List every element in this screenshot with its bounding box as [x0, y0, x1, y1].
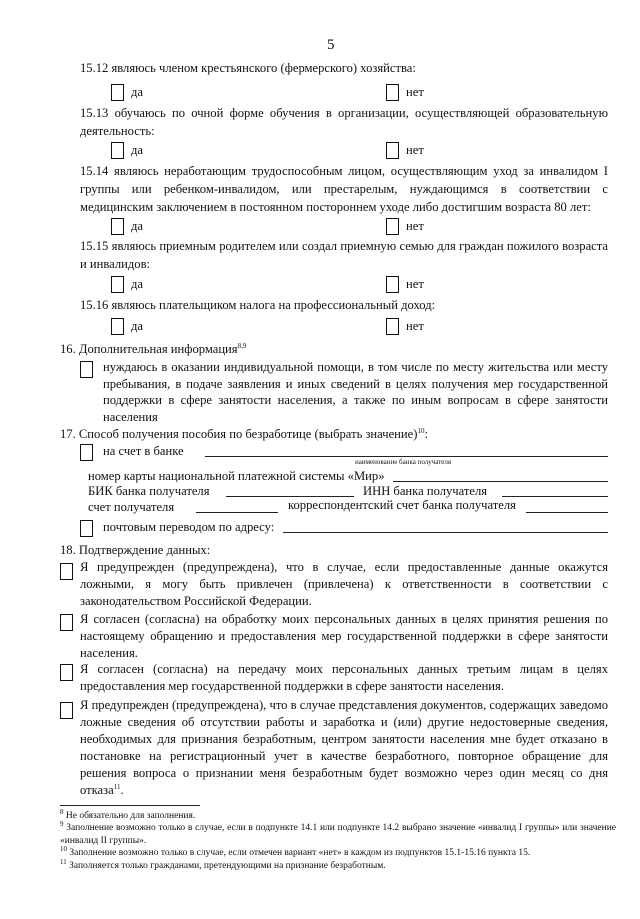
footnote-11 — [60, 857, 616, 873]
s18-item-4-text: Я предупрежден (предупреждена), что в случае представления документов, содержащих заведомо ложные сведения об отсутствии работы и заработка и (или) другие недостоверные сведения, необходимых для признания безработным, центром занятости населения мне будет отказано в постановке на регистрационный учет в качестве безработного, повторное обращение для решения вопроса о признании меня безработным будет возможно через один месяц со дня отказа — [80, 698, 608, 797]
s17-postal-checkbox[interactable] — [80, 520, 93, 537]
section-17-title-text: 17. Способ получения пособия по безработице (выбрать значение) — [60, 427, 418, 441]
section-16-title — [60, 340, 246, 358]
q15-12-no-checkbox[interactable] — [386, 84, 399, 101]
account-field[interactable] — [196, 512, 278, 513]
inn-field[interactable] — [502, 496, 608, 497]
footnote-text: Заполняется только гражданами, претендующими на признание безработным. — [69, 861, 386, 871]
footnote-separator — [60, 805, 200, 806]
question-15-13: 15.13 обучаюсь по очной форме обучения в организации, осуществляющей образовательную деятельность: — [80, 106, 608, 138]
section-16-title-text: 16. Дополнительная информация — [60, 342, 238, 356]
footnote-num: 9 — [60, 819, 64, 828]
postal-address-field[interactable] — [283, 532, 608, 533]
q15-13-yes-checkbox[interactable] — [111, 142, 124, 159]
account-label: счет получателя — [88, 500, 175, 514]
yes-label: да — [131, 85, 143, 99]
inn-label: ИНН банка получателя — [363, 484, 488, 498]
q15-15-no-checkbox[interactable] — [386, 276, 399, 293]
no-label: нет — [406, 143, 424, 157]
yes-label: да — [131, 219, 143, 233]
q15-16-yes-checkbox[interactable] — [111, 318, 124, 335]
footnote-10 — [60, 844, 616, 860]
q15-14-no-checkbox[interactable] — [386, 218, 399, 235]
s18-confirm-2-checkbox[interactable] — [60, 614, 73, 631]
s18-item-3: Я согласен (согласна) на передачу моих персональных данных третьим лицам в целях предоставления мер государственной поддержки в сфере занятости населения. — [80, 662, 608, 693]
s17-bank-checkbox[interactable] — [80, 444, 93, 461]
no-label: нет — [406, 319, 424, 333]
footnote-9 — [60, 819, 616, 847]
bank-name-caption: наименование банка получателя — [355, 458, 452, 466]
footnote-num: 8 — [60, 807, 64, 816]
yes-label: да — [131, 277, 143, 291]
footnote-text: Заполнение возможно только в случае, если отмечен вариант «нет» в каждом из подпунктов 15.1-15.16 пункта 15. — [69, 848, 531, 858]
s18-item-1: Я предупрежден (предупреждена), что в случае, если предоставленные данные окажутся ложными, я могу быть привлечен (привлечена) к ответственности в соответствии с законодательством Российской Федерации. — [80, 560, 608, 608]
s18-item-4: Я предупрежден (предупреждена), что в случае представления документов, содержащих заведомо ложные сведения об отсутствии работы и заработка и (или) другие недостоверные сведения, необходимых для признания безработным, центром занятости населения мне будет отказано в постановке на регистрационный учет в качестве безработного, повторное обращение для решения вопроса о признании меня безработным будет возможно через один месяц со дня отказа$^{11}$. — [80, 698, 608, 797]
s16-assistance-checkbox[interactable] — [80, 361, 93, 378]
section-17-title-colon: : — [424, 427, 428, 441]
card-number-label: номер карты национальной платежной системы «Мир» — [88, 469, 385, 483]
bank-name-field[interactable] — [205, 456, 608, 457]
no-label: нет — [406, 85, 424, 99]
s18-confirm-3-checkbox[interactable] — [60, 664, 73, 681]
footnote-text: Не обязательно для заполнения. — [65, 811, 196, 821]
q15-16-no-checkbox[interactable] — [386, 318, 399, 335]
question-15-12: 15.12 являюсь членом крестьянского (фермерского) хозяйства: — [80, 61, 416, 75]
footnote-num: 10 — [60, 844, 67, 853]
footnote-8 — [60, 807, 616, 823]
footnote-num: 11 — [60, 857, 67, 866]
section-18-title: 18. Подтверждение данных: — [60, 543, 211, 557]
no-label: нет — [406, 277, 424, 291]
question-15-15: 15.15 являюсь приемным родителем или создал приемную семью для граждан пожилого возраста и инвалидов: — [80, 239, 608, 271]
q15-15-yes-checkbox[interactable] — [111, 276, 124, 293]
q15-13-no-checkbox[interactable] — [386, 142, 399, 159]
q15-14-yes-checkbox[interactable] — [111, 218, 124, 235]
page-number: 5 — [327, 37, 335, 53]
footnote-ref: 8,9 — [237, 341, 247, 350]
s18-confirm-1-checkbox[interactable] — [60, 563, 73, 580]
footnote-ref: 11 — [113, 782, 121, 791]
s18-item-2: Я согласен (согласна) на обработку моих персональных данных в целях принятия решения по настоящему обращению и предоставления мер государственной поддержки в сфере занятости населения. — [80, 612, 608, 660]
s18-confirm-4-checkbox[interactable] — [60, 702, 73, 719]
postal-option-label: почтовым переводом по адресу: — [103, 520, 275, 534]
yes-label: да — [131, 319, 143, 333]
corr-account-label: корреспондентский счет банка получателя — [288, 498, 516, 512]
yes-label: да — [131, 143, 143, 157]
section-17-title — [60, 425, 428, 443]
bank-option-label: на счет в банке — [103, 444, 184, 458]
q15-12-yes-checkbox[interactable] — [111, 84, 124, 101]
footnote-ref: 10 — [417, 426, 425, 435]
corr-account-field[interactable] — [526, 512, 608, 513]
section-16-text: нуждаюсь в оказании индивидуальной помощи, в том числе по месту жительства или месту пребывания, в подаче заявления и иных сведений в целях получения мер государственной поддержки в сфере занятости населения, а также по иным вопросам в сфере занятости населения — [103, 360, 608, 424]
footnote-text: Заполнение возможно только в случае, если в подпункте 14.1 или подпункте 14.2 выбрано значение «инвалид I группы» или значение «инвалид II группы». — [60, 823, 616, 846]
question-15-14: 15.14 являюсь неработающим трудоспособным лицом, осуществляющим уход за инвалидом I группы или ребенком-инвалидом, или престарелым, нуждающимся в соответствии с медицинским заключением в постоянном постороннем уходе либо достигшим возраста 80 лет: — [80, 164, 608, 214]
no-label: нет — [406, 219, 424, 233]
question-15-16: 15.16 являюсь плательщиком налога на профессиональный доход: — [80, 298, 436, 312]
bik-label: БИК банка получателя — [88, 484, 210, 498]
